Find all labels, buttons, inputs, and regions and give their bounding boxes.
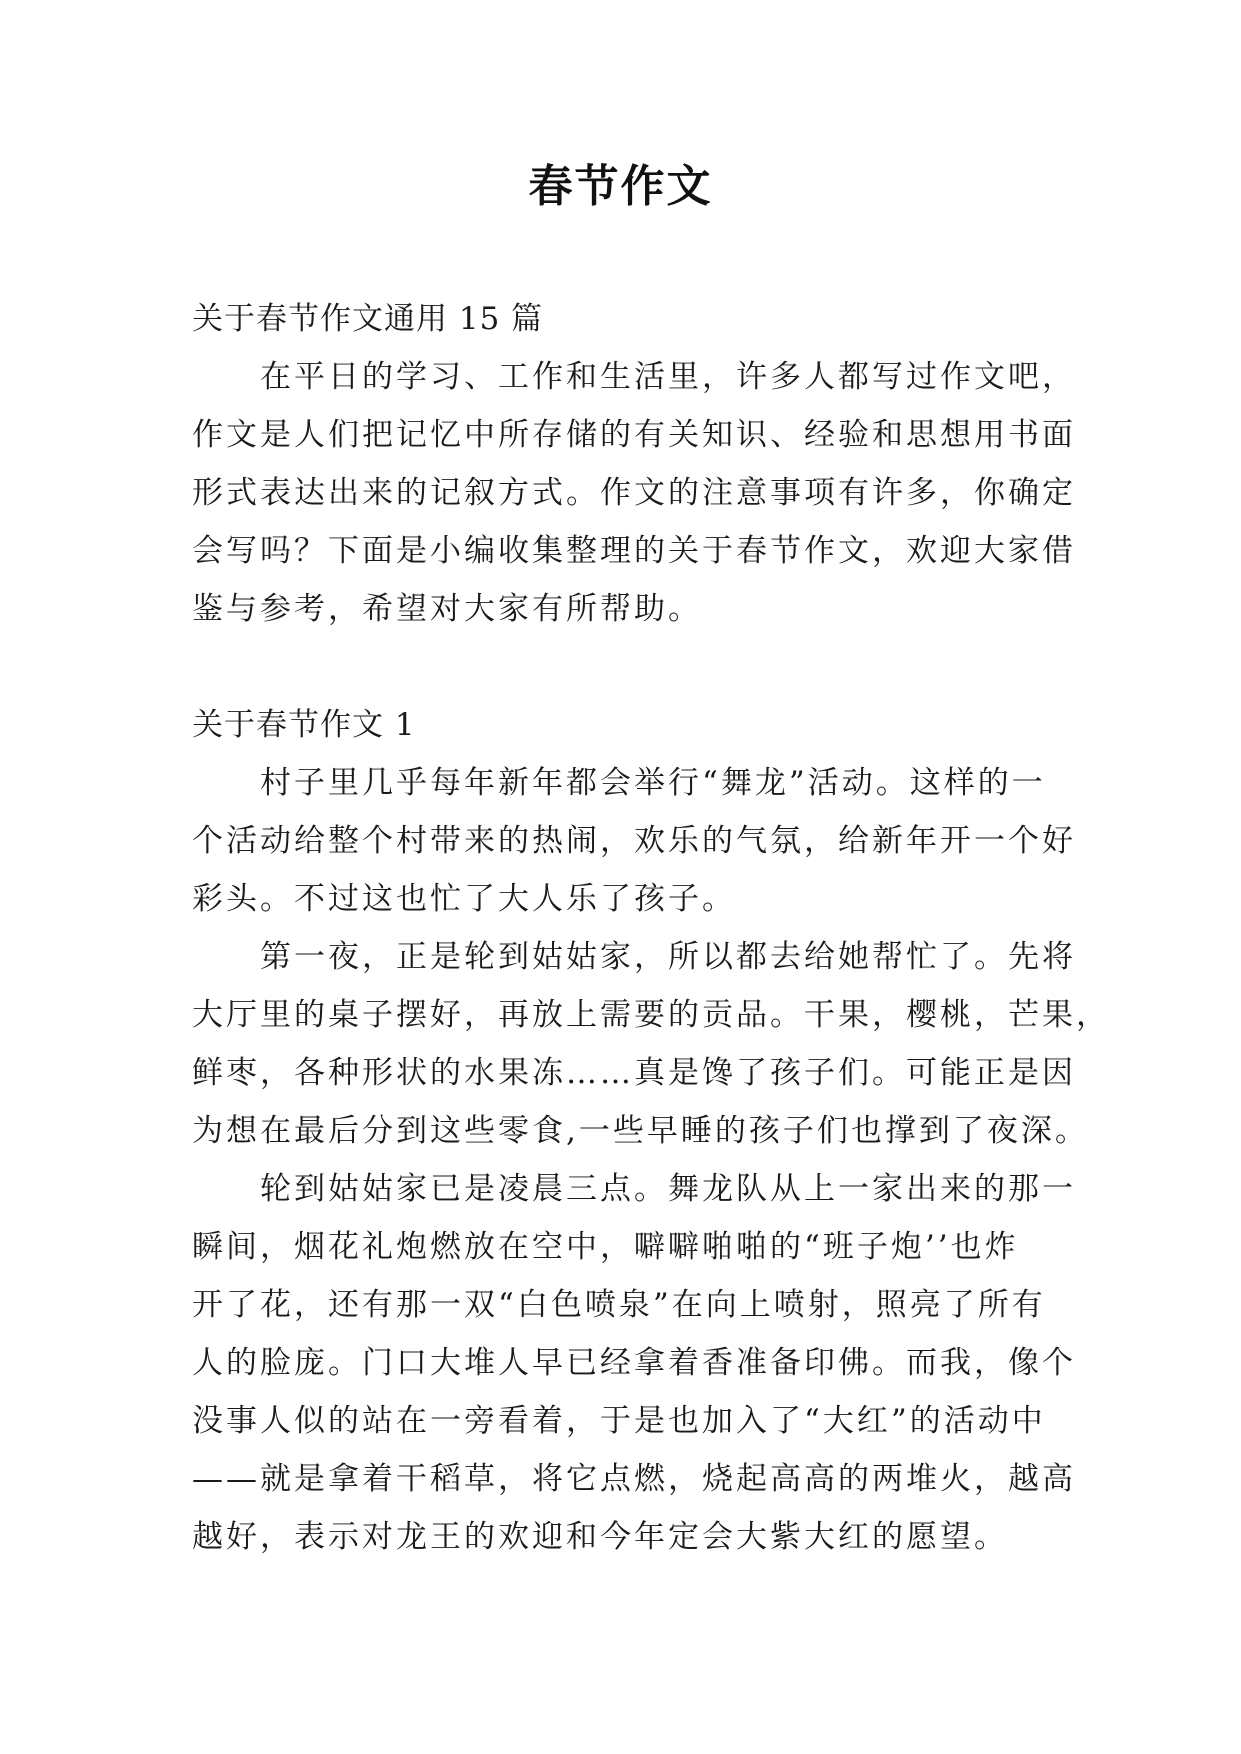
intro-line: 形式表达出来的记叙方式。作文的注意事项有许多，你确定 (192, 475, 1076, 511)
intro-line: 鉴与参考，希望对大家有所帮助。 (192, 591, 702, 627)
intro-line: 作文是人们把记忆中所存储的有关知识、经验和思想用书面 (192, 417, 1076, 453)
body-paragraph-1 (192, 754, 1076, 928)
paragraph-line: 第一夜，正是轮到姑姑家，所以都去给她帮忙了。先将 (260, 939, 1076, 975)
paragraph-line: 大厅里的桌子摆好，再放上需要的贡品。干果，樱桃，芒果， (192, 997, 1110, 1033)
document-title: 春节作文 (528, 161, 713, 212)
paragraph-line: 彩头。不过这也忙了大人乐了孩子。 (192, 881, 736, 917)
paragraph-line: 轮到姑姑家已是凌晨三点。舞龙队从上一家出来的那一 (260, 1171, 1076, 1207)
document-body (192, 290, 1110, 1566)
paragraph-line: 村子里几乎每年新年都会举行“舞龙”活动。这样的一 (260, 765, 1046, 801)
intro-paragraph (192, 348, 1076, 638)
paragraph-line: 没事人似的站在一旁看着，于是也加入了“大红”的活动中 (192, 1403, 1046, 1439)
paragraph-line: ——就是拿着干稻草，将它点燃，烧起高高的两堆火，越高 (192, 1461, 1076, 1497)
paragraph-line: 鲜枣，各种形状的水果冻……真是馋了孩子们。可能正是因 (192, 1055, 1076, 1091)
paragraph-line: 人的脸庞。门口大堆人早已经拿着香准备印佛。而我，像个 (192, 1345, 1076, 1381)
intro-line: 会写吗？下面是小编收集整理的关于春节作文，欢迎大家借 (192, 533, 1076, 569)
paragraph-line: 开了花，还有那一双“白色喷泉”在向上喷射，照亮了所有 (192, 1287, 1046, 1323)
body-paragraph-2 (192, 928, 1110, 1160)
intro-line: 在平日的学习、工作和生活里，许多人都写过作文吧， (260, 359, 1076, 395)
paragraph-line: 为想在最后分到这些零食,一些早睡的孩子们也撑到了夜深。 (192, 1113, 1089, 1149)
paragraph-line: 个活动给整个村带来的热闹，欢乐的气氛，给新年开一个好 (192, 823, 1076, 859)
section-heading: 关于春节作文 1 (192, 707, 416, 743)
body-paragraph-3 (192, 1160, 1076, 1566)
section-spacer (192, 638, 1052, 696)
document-subtitle: 关于春节作文通用 15 篇 (192, 301, 544, 337)
paragraph-line: 瞬间，烟花礼炮燃放在空中，噼噼啪啪的“班子炮’’也炸 (192, 1229, 1019, 1265)
paragraph-line: 越好，表示对龙王的欢迎和今年定会大紫大红的愿望。 (192, 1519, 1008, 1555)
